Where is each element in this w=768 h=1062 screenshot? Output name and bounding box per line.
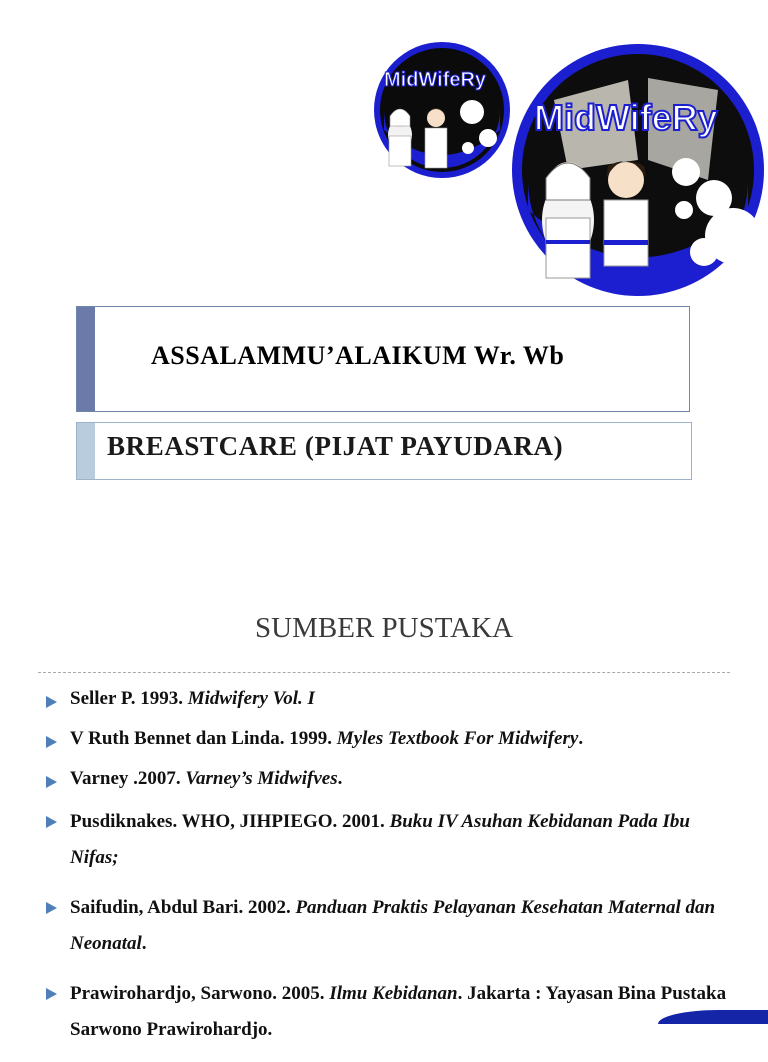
greeting-accent-bar — [77, 307, 95, 411]
references-heading: SUMBER PUSTAKA — [255, 612, 513, 644]
topic-text: BREASTCARE (PIJAT PAYUDARA) — [107, 431, 564, 461]
greeting-box — [76, 306, 690, 412]
svg-text:MidWifeRy: MidWifeRy — [384, 69, 487, 91]
bullet-arrow-icon — [46, 736, 57, 748]
midwifery-logo-small — [372, 40, 512, 180]
topic-box — [76, 422, 692, 480]
bullet-arrow-icon — [46, 776, 57, 788]
bullet-arrow-icon — [46, 902, 57, 914]
reference-item: Pusdiknakes. WHO, JIHPIEGO. 2001. Buku IV Asuhan Kebidanan Pada Ibu Nifas; — [44, 804, 734, 876]
bullet-arrow-icon — [46, 988, 57, 1000]
topic-accent-bar — [77, 423, 95, 479]
heading-divider — [38, 672, 730, 673]
svg-text:MidWifeRy: MidWifeRy — [534, 97, 718, 138]
greeting-text: ASSALAMMU’ALAIKUM Wr. Wb — [151, 341, 565, 370]
reference-item: V Ruth Bennet dan Linda. 1999. Myles Textbook For Midwifery. — [44, 724, 734, 754]
reference-item: Seller P. 1993. Midwifery Vol. I — [44, 684, 734, 714]
reference-list — [44, 684, 734, 1062]
bullet-arrow-icon — [46, 816, 57, 828]
slide-title — [0, 0, 768, 512]
reference-item: Prawirohardjo, Sarwono. 2005. Ilmu Kebidanan. Jakarta : Yayasan Bina Pustaka Sarwono Prawirohardjo. — [44, 976, 734, 1048]
reference-item: Varney .2007. Varney’s Midwifves. — [44, 764, 734, 794]
reference-item: Saifudin, Abdul Bari. 2002. Panduan Praktis Pelayanan Kesehatan Maternal dan Neonatal. — [44, 890, 734, 962]
slide-references — [0, 512, 768, 1040]
bullet-arrow-icon — [46, 696, 57, 708]
midwifery-logo-large — [508, 40, 768, 300]
